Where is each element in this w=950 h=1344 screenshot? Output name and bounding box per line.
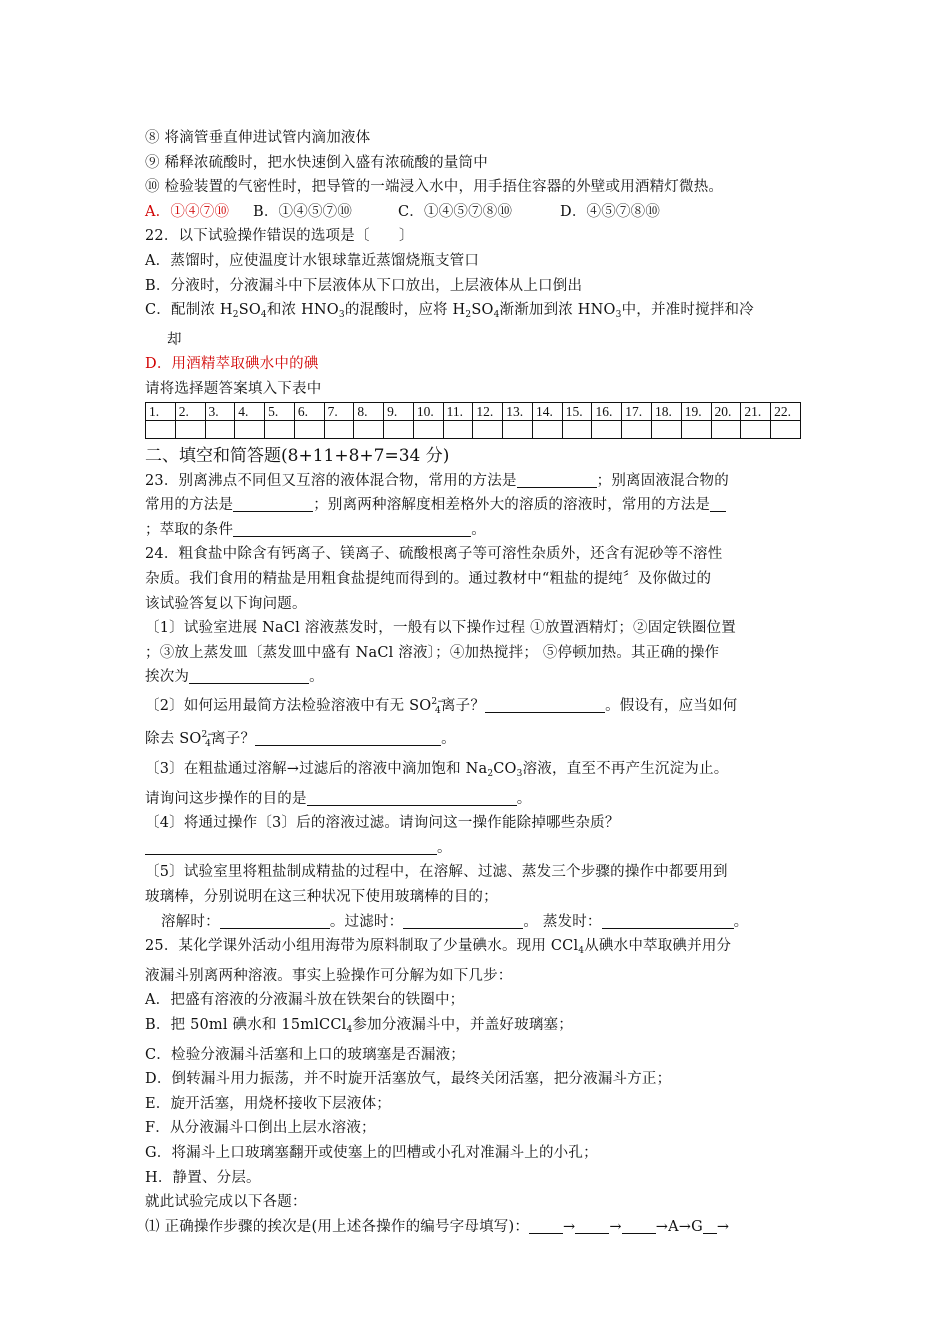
q24-blank-test[interactable] bbox=[485, 697, 605, 713]
q24-blank-dissolve[interactable] bbox=[220, 913, 330, 929]
item-8: ⑧ 将滴管垂直伸进试管内滴加液体 bbox=[145, 130, 371, 146]
q25-blank-2[interactable] bbox=[575, 1218, 609, 1234]
answer-table-header-cell: 2. bbox=[175, 402, 205, 420]
answer-table-answer-cell[interactable] bbox=[652, 420, 682, 438]
q24-part3-line2: 请询问这步操作的目的是 。 bbox=[145, 790, 532, 807]
q24-part5-line1: 〔5〕试验室里将粗盐制成精盐的过程中，在溶解、过滤、蒸发三个步骤的操作中都要用到 bbox=[145, 864, 728, 881]
answer-table-header-cell: 4. bbox=[235, 402, 265, 420]
q25-blank-1[interactable] bbox=[529, 1218, 563, 1234]
q22-option-d: D．用酒精萃取碘水中的碘 bbox=[145, 356, 319, 373]
q24-intro-3: 该试验答复以下询问题。 bbox=[145, 595, 307, 612]
answer-table-answer-cell[interactable] bbox=[235, 420, 265, 438]
answer-table-answer-cell[interactable] bbox=[294, 420, 324, 438]
answer-table-answer-cell[interactable] bbox=[592, 420, 622, 438]
q24-part1-line3: 挨次为 。 bbox=[145, 669, 324, 686]
answer-table-header-cell: 19. bbox=[681, 402, 711, 420]
answer-table-header-cell: 12. bbox=[473, 402, 503, 420]
q25-blank-4[interactable] bbox=[703, 1218, 717, 1234]
q24-part2-line1: 〔2〕如何运用最简方法检验溶液中有无 $SO^{2-}_4$离子？ 。假设有，应当如何 bbox=[145, 696, 738, 716]
document-page bbox=[145, 126, 810, 1239]
q22-option-a: A．蒸馏时，应使温度计水银球靠近蒸馏烧瓶支管口 bbox=[145, 252, 480, 269]
answer-table-answer-cell[interactable] bbox=[473, 420, 503, 438]
q25-blank-3[interactable] bbox=[622, 1218, 656, 1234]
q25-step-g: G．将漏斗上口玻璃塞翻开或使塞上的凹槽或小孔对准漏斗上的小孔； bbox=[145, 1144, 598, 1161]
answer-table-answer-cell[interactable] bbox=[265, 420, 295, 438]
q25-step-h: H．静置、分层。 bbox=[145, 1169, 261, 1186]
q25-tail: 就此试验完成以下各题： bbox=[145, 1194, 307, 1211]
q25-intro-2: 液漏斗别离两种溶液。事实上验操作可分解为如下几步： bbox=[145, 967, 513, 984]
q25-step-a: A．把盛有溶液的分液漏斗放在铁架台的铁圈中； bbox=[145, 992, 465, 1009]
q23-blank-1[interactable] bbox=[517, 472, 597, 488]
answer-table-header-cell: 15. bbox=[562, 402, 592, 420]
q23-blank-2[interactable] bbox=[233, 496, 313, 512]
q21-options bbox=[145, 200, 810, 225]
q24-blank-impurities[interactable] bbox=[145, 839, 437, 855]
answer-table-header-cell: 21. bbox=[741, 402, 771, 420]
answer-table-header-cell: 9. bbox=[384, 402, 414, 420]
q24-blank-order[interactable] bbox=[189, 668, 309, 684]
q23-line-1: 23．别离沸点不同但又互溶的液体混合物，常用的方法是 ；别离固液混合物的 bbox=[145, 472, 729, 489]
table-intro: 请将选择题答案填入下表中 bbox=[145, 380, 322, 397]
q23-line-2: 常用的方法是 ；别离两种溶解度相差格外大的溶质的溶液时，常用的方法是 bbox=[145, 493, 810, 518]
q24-part4-line2: 。 bbox=[145, 836, 810, 861]
q21-option-a: A．①④⑦⑩ bbox=[145, 203, 230, 220]
answer-table-answer-cell[interactable] bbox=[443, 420, 473, 438]
q24-blank-remove[interactable] bbox=[255, 730, 441, 746]
answer-table-answer-cell[interactable] bbox=[146, 420, 176, 438]
q24-part3-line1: 〔3〕在粗盐通过溶解→过滤后的溶液中滴加饱和 $Na_2CO_3$溶液，直至不再产生沉淀为止。 bbox=[145, 761, 729, 780]
answer-table-header-cell: 7. bbox=[324, 402, 354, 420]
answer-table bbox=[145, 402, 801, 439]
answer-table-header-cell: 13. bbox=[503, 402, 533, 420]
q24-blank-purpose[interactable] bbox=[307, 790, 517, 806]
q24-part1-line1: 〔1〕试验室进展 NaCl 溶液蒸发时，一般有以下操作过程 ①放置酒精灯；②固定铁圈位置 bbox=[145, 620, 736, 637]
answer-table-answer-cell[interactable] bbox=[622, 420, 652, 438]
answer-table-header-cell: 5. bbox=[265, 402, 295, 420]
q22-option-c-cont: 却 bbox=[167, 331, 182, 348]
q24-intro-1: 24．粗食盐中除含有钙离子、镁离子、硫酸根离子等可溶性杂质外，还含有泥砂等不溶性 bbox=[145, 546, 723, 563]
answer-table-header-cell: 14. bbox=[532, 402, 562, 420]
answer-table-answer-cell[interactable] bbox=[205, 420, 235, 438]
answer-table-header-row bbox=[146, 402, 801, 420]
q25-part1: ⑴ 正确操作步骤的挨次是(用上述各操作的编号字母填写)： → → →A→G → bbox=[145, 1218, 730, 1235]
q25-intro-1: 25．某化学课外活动小组用海带为原料制取了少量碘水。现用 CCl$_4$从碘水中萃取碘并用分 bbox=[145, 938, 732, 957]
answer-table-answer-cell[interactable] bbox=[711, 420, 741, 438]
item-9: ⑨ 稀释浓硫酸时，把水快速倒入盛有浓硫酸的量筒中 bbox=[145, 154, 488, 171]
answer-table-answer-cell[interactable] bbox=[413, 420, 443, 438]
q24-part5-line3: 溶解时： 。过滤时： 。 蒸发时： 。 bbox=[161, 913, 749, 930]
answer-table-header-cell: 18. bbox=[652, 402, 682, 420]
q21-option-d: D．④⑤⑦⑧⑩ bbox=[560, 203, 661, 220]
answer-table-answer-cell[interactable] bbox=[384, 420, 414, 438]
q23-line-3: ；萃取的条件 。 bbox=[145, 521, 486, 538]
q23-blank-3[interactable] bbox=[710, 496, 726, 512]
q21-option-c: C．①④⑤⑦⑧⑩ bbox=[398, 203, 513, 220]
q25-step-d: D．倒转漏斗用力振荡，并不时旋开活塞放气，最终关闭活塞，把分液漏斗方正； bbox=[145, 1071, 672, 1088]
q23-blank-4[interactable] bbox=[233, 521, 471, 537]
answer-table-answer-row[interactable] bbox=[146, 420, 801, 438]
answer-table-answer-cell[interactable] bbox=[741, 420, 771, 438]
q24-blank-evaporate[interactable] bbox=[602, 913, 734, 929]
answer-table-header-cell: 16. bbox=[592, 402, 622, 420]
answer-table-answer-cell[interactable] bbox=[562, 420, 592, 438]
answer-table-header-cell: 6. bbox=[294, 402, 324, 420]
q22-option-b: B．分液时，分液漏斗中下层液体从下口放出，上层液体从上口倒出 bbox=[145, 277, 583, 294]
section-2-heading: 二、填空和简答题(8+11+8+7=34 分) bbox=[145, 445, 450, 466]
q24-part2-line2: 除去 $SO^{2-}_4$离子？ 。 bbox=[145, 730, 456, 750]
q25-step-c: C．检验分液漏斗活塞和上口的玻璃塞是否漏液； bbox=[145, 1046, 465, 1063]
q21-option-b: B．①④⑤⑦⑩ bbox=[253, 203, 353, 220]
answer-table-answer-cell[interactable] bbox=[324, 420, 354, 438]
answer-table-header-cell: 17. bbox=[622, 402, 652, 420]
answer-table-answer-cell[interactable] bbox=[771, 420, 801, 438]
q25-step-e: E．旋开活塞，用烧杯接收下层液体； bbox=[145, 1095, 391, 1112]
answer-table-answer-cell[interactable] bbox=[532, 420, 562, 438]
q22-option-c: C．配制浓 $H_2SO_4$和浓 $HNO_3$的混酸时，应将 $H_2SO_4$渐渐加到浓 $HNO_3$中，并准时搅拌和冷 bbox=[145, 302, 754, 321]
answer-table-header-cell: 11. bbox=[443, 402, 473, 420]
item-10: ⑩ 检验装置的气密性时，把导管的一端浸入水中，用手捂住容器的外壁或用酒精灯微热。 bbox=[145, 179, 724, 196]
answer-table-header-cell: 3. bbox=[205, 402, 235, 420]
q24-intro-2: 杂质。我们食用的精盐是用粗食盐提纯而得到的。通过教材中“粗盐的提纯〞及你做过的 bbox=[145, 570, 712, 587]
answer-table-answer-cell[interactable] bbox=[354, 420, 384, 438]
q22-stem: 22．以下试验操作错误的选项是〔 〕 bbox=[145, 228, 414, 245]
q24-blank-filter[interactable] bbox=[403, 913, 523, 929]
answer-table-header-cell: 8. bbox=[354, 402, 384, 420]
q24-part1-line2: ；③放上蒸发皿〔蒸发皿中盛有 NaCl 溶液〕；④加热搅拌； ⑤停顿加热。其正确的操作 bbox=[145, 644, 720, 661]
q24-part5-line2: 玻璃棒，分别说明在这三种状况下使用玻璃棒的目的； bbox=[145, 889, 498, 906]
q24-part4-line1: 〔4〕将通过操作〔3〕后的溶液过滤。请询问这一操作能除掉哪些杂质？ bbox=[145, 815, 620, 832]
answer-table-answer-cell[interactable] bbox=[681, 420, 711, 438]
answer-table-header-cell: 1. bbox=[146, 402, 176, 420]
q25-step-b: B．把 50ml 碘水和 15mlCCl$_4$参加分液漏斗中，并盖好玻璃塞； bbox=[145, 1017, 573, 1035]
q25-step-f: F．从分液漏斗口倒出上层水溶液； bbox=[145, 1120, 376, 1137]
answer-table-answer-cell[interactable] bbox=[175, 420, 205, 438]
answer-table-header-cell: 20. bbox=[711, 402, 741, 420]
answer-table-header-cell: 10. bbox=[413, 402, 443, 420]
answer-table-answer-cell[interactable] bbox=[503, 420, 533, 438]
answer-table-header-cell: 22. bbox=[771, 402, 801, 420]
